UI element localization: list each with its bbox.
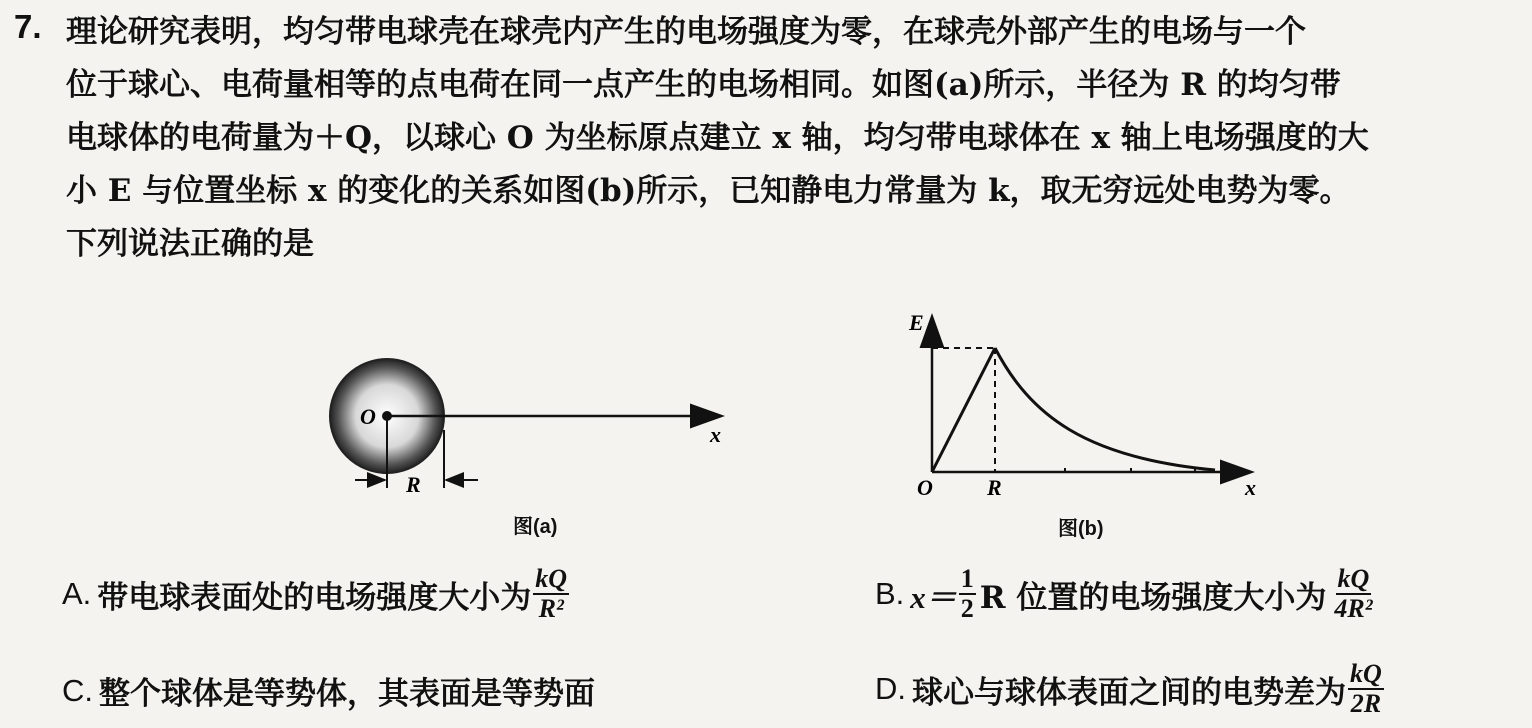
label-o-a: O — [360, 404, 376, 429]
option-a-numerator: kQ — [535, 564, 568, 593]
option-c[interactable] — [62, 668, 595, 713]
label-o-b: O — [917, 475, 933, 500]
question-stem — [66, 6, 1516, 271]
label-e-b: E — [909, 310, 924, 335]
option-b-denominator: 4R² — [1334, 594, 1373, 623]
option-b-pre: x＝ — [910, 579, 957, 615]
inverse-square-curve — [995, 348, 1215, 470]
option-a-denominator: R² — [538, 594, 564, 623]
stem-line-5: 下列说法正确的是 — [66, 226, 314, 262]
option-b-half-num: 1 — [960, 564, 974, 593]
stem-line-3: 电球体的电荷量为＋Q，以球心 O 为坐标原点建立 x 轴，均匀带电球体在 x 轴上电场强度的大 — [66, 120, 1369, 156]
option-c-text: 整个球体是等势体，其表面是等势面 — [99, 676, 595, 712]
label-x-a: x — [710, 422, 721, 447]
option-a-text: 带电球表面处的电场强度大小为 — [97, 579, 532, 616]
stem-line-1: 理论研究表明，均匀带电球壳在球壳内产生的电场强度为零，在球壳外部产生的电场与一个 — [66, 14, 1306, 50]
option-b-numerator: kQ — [1337, 564, 1370, 593]
label-r-b: R — [987, 475, 1002, 500]
figure-b-caption: 图(b) — [1058, 518, 1104, 540]
option-c-label: C. — [62, 672, 93, 708]
option-b-fraction — [1332, 565, 1374, 623]
option-b-mid: R 位置的电场强度大小为 — [979, 579, 1327, 616]
option-a-fraction — [533, 565, 569, 623]
option-b[interactable] — [875, 565, 1375, 623]
stem-line-2: 位于球心、电荷量相等的点电荷在同一点产生的电场相同。如图(a)所示，半径为 R 的均匀带 — [66, 67, 1341, 103]
option-b-label: B. — [875, 576, 905, 611]
option-d-denominator: 2R — [1350, 689, 1382, 718]
stem-line-4: 小 E 与位置坐标 x 的变化的关系如图(b)所示，已知静电力常量为 k，取无穷远处电势为零。 — [66, 173, 1351, 209]
option-d-text: 球心与球体表面之间的电势差为 — [912, 674, 1346, 711]
option-d[interactable] — [875, 660, 1384, 718]
option-a-label: A. — [62, 576, 92, 611]
figure-b-graph — [895, 300, 1275, 540]
option-d-label: D. — [875, 671, 906, 706]
option-a[interactable] — [62, 565, 569, 623]
option-d-fraction — [1348, 660, 1384, 718]
option-d-numerator: kQ — [1350, 659, 1382, 688]
figure-a-caption: 图(a) — [513, 516, 558, 538]
option-b-half — [959, 565, 976, 623]
label-r-a: R — [406, 472, 421, 497]
linear-segment — [932, 348, 995, 472]
label-x-b: x — [1245, 475, 1256, 500]
question-number: 7. — [14, 8, 42, 45]
option-b-half-den: 2 — [960, 594, 974, 623]
